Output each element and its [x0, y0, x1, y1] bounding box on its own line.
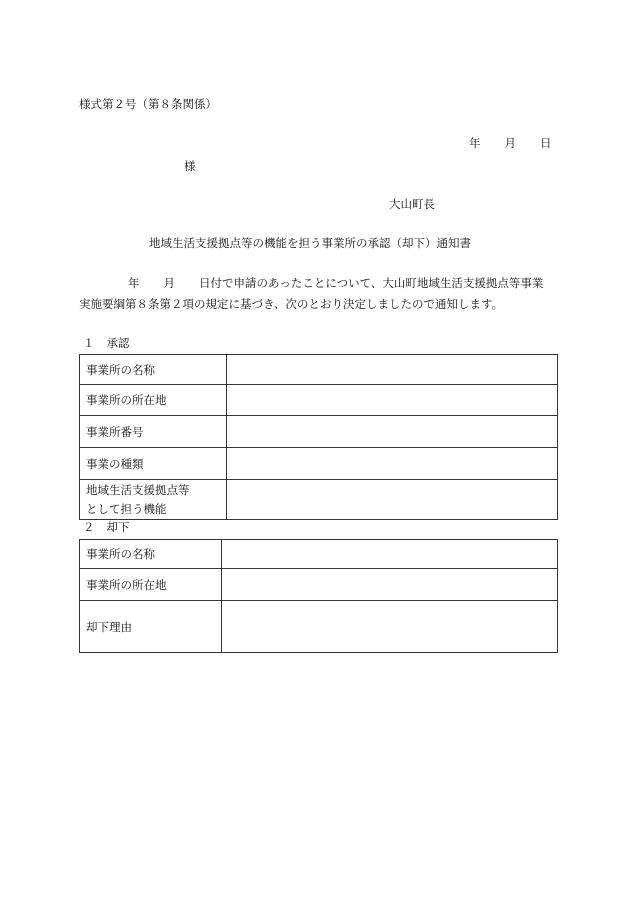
section-2-heading	[83, 522, 130, 534]
rejection-table	[79, 539, 558, 653]
section-1-title: 承認	[106, 336, 130, 350]
date-day: 日	[540, 136, 552, 150]
row-value	[226, 448, 557, 480]
row-value	[226, 416, 557, 448]
table-row	[80, 385, 558, 416]
row-label: 却下理由	[80, 601, 222, 653]
section-2-title: 却下	[106, 520, 130, 534]
form-number: 様式第２号（第８条関係）	[79, 97, 217, 111]
row-label-line-1: 地域生活支援拠点等	[86, 482, 190, 497]
body-line-1	[128, 278, 543, 290]
body-month: 月	[163, 276, 175, 290]
document-title: 地域生活支援拠点等の機能を担う事業所の承認（却下）通知書	[149, 236, 471, 250]
row-value	[226, 385, 557, 416]
row-label: 事業所の名称	[80, 540, 222, 569]
row-value	[226, 355, 557, 385]
table-row	[80, 569, 558, 601]
row-label-line-2: として担う機能	[86, 501, 167, 516]
body-year: 年	[128, 276, 140, 290]
section-1-heading	[83, 338, 130, 350]
row-value	[221, 601, 557, 653]
row-value	[226, 480, 557, 520]
row-label: 事業所の所在地	[80, 385, 227, 416]
body-line-2: 実施要綱第８条第２項の規定に基づき、次のとおり決定しましたので通知します。	[79, 297, 504, 311]
date-month: 月	[504, 136, 516, 150]
date-year: 年	[469, 136, 481, 150]
table-row	[80, 448, 558, 480]
table-row	[80, 355, 558, 385]
table-row	[80, 601, 558, 653]
addressee-suffix: 様	[184, 159, 196, 173]
issuer-name: 大山町長	[389, 197, 435, 211]
row-label: 事業所の所在地	[80, 569, 222, 601]
table-row	[80, 416, 558, 448]
row-label	[80, 480, 227, 520]
section-1-number: １	[83, 336, 95, 350]
row-label: 事業所の名称	[80, 355, 227, 385]
row-label: 事業の種類	[80, 448, 227, 480]
date-line	[469, 138, 552, 150]
row-label: 事業所番号	[80, 416, 227, 448]
body-line-1-text: 日付で申請のあったことについて、大山町地域生活支援拠点等事業	[199, 276, 544, 290]
section-2-number: ２	[83, 520, 95, 534]
row-value	[221, 569, 557, 601]
table-row	[80, 540, 558, 569]
approval-table	[79, 354, 558, 520]
table-row	[80, 480, 558, 520]
row-value	[221, 540, 557, 569]
